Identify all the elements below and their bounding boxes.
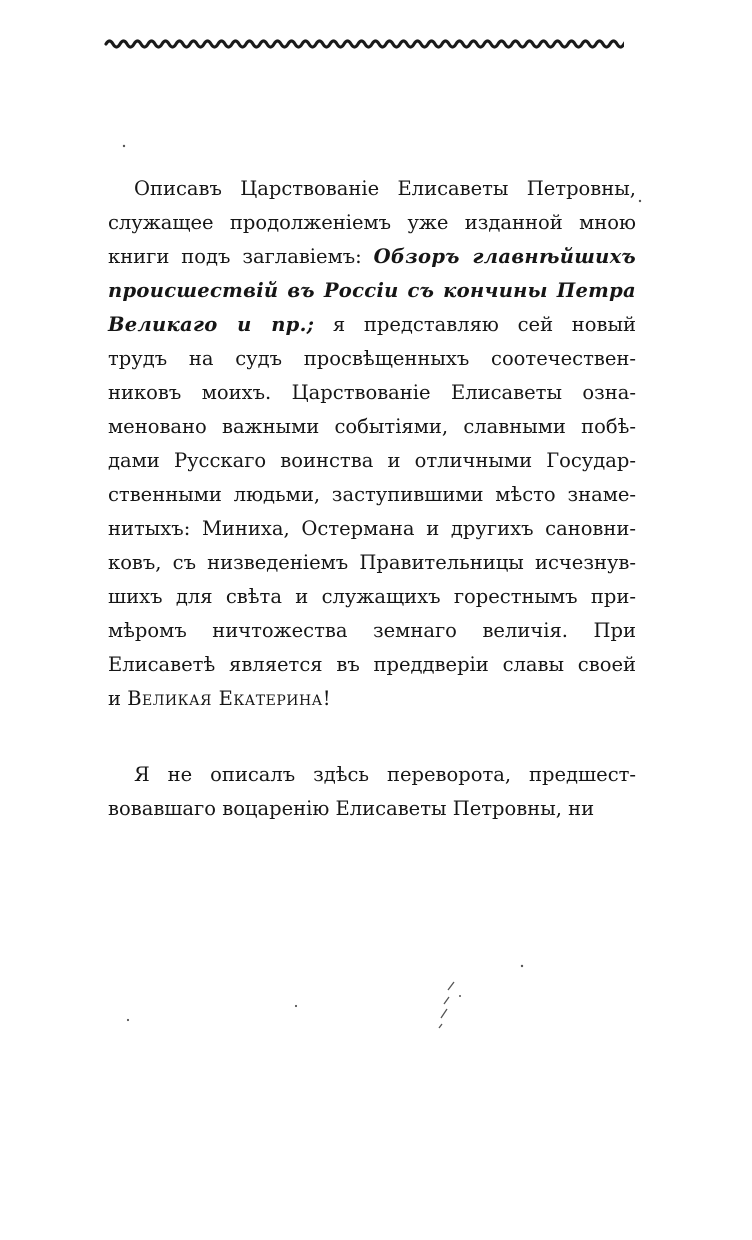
text-line: ковъ, съ низведеніемъ Правительницы исчезнув- bbox=[108, 551, 636, 574]
body-text bbox=[108, 172, 636, 826]
line-text: и bbox=[108, 687, 128, 710]
text-line: служащее продолженіемъ уже изданной мною bbox=[108, 211, 636, 234]
text-line: мѣромъ ничтожества земнаго величія. При bbox=[108, 619, 636, 642]
line-text: книги подъ заглавіемъ: bbox=[108, 245, 374, 268]
text-line bbox=[108, 308, 636, 342]
text-line: трудъ на судъ просвѣщенныхъ соотечествен- bbox=[108, 347, 636, 370]
text-line: вовавшаго воцаренію Елисаветы Петровны, ни bbox=[108, 797, 595, 820]
paragraph-gap bbox=[108, 716, 636, 758]
text-line bbox=[108, 240, 636, 274]
book-title-italic: Великаго и пр.; bbox=[108, 313, 315, 336]
text-line bbox=[108, 274, 636, 308]
book-title-italic: происшествій въ Россіи съ кончины Петра bbox=[108, 279, 636, 302]
text-line: никовъ моихъ. Царствованіе Елисаветы озна- bbox=[108, 381, 636, 404]
text-line: меновано важными событіями, славными побѣ- bbox=[108, 415, 636, 438]
text-line: дами Русскаго воинства и отличными Государ- bbox=[108, 449, 636, 472]
book-title-italic: Обзоръ главнѣйшихъ bbox=[373, 245, 637, 268]
text-line: Я не описалъ здѣсь переворота, предшест- bbox=[134, 763, 636, 786]
name-small-caps: Великая Екатерина bbox=[127, 687, 323, 710]
text-line bbox=[108, 682, 636, 716]
text-line: Елисаветѣ является въ преддверіи славы своей bbox=[108, 653, 636, 676]
text-line: ственными людьми, заступившими мѣсто знаме- bbox=[108, 483, 636, 506]
wavy-ornament-rule bbox=[104, 34, 624, 54]
text-line: Описавъ Царствованіе Елисаветы Петровны, bbox=[134, 177, 636, 200]
text-line: нитыхъ: Миниха, Остермана и другихъ сановни- bbox=[108, 517, 636, 540]
line-text: ! bbox=[322, 687, 331, 710]
text-line: шихъ для свѣта и служащихъ горестнымъ при- bbox=[108, 585, 636, 608]
line-text: я представляю сей новый bbox=[314, 313, 636, 336]
